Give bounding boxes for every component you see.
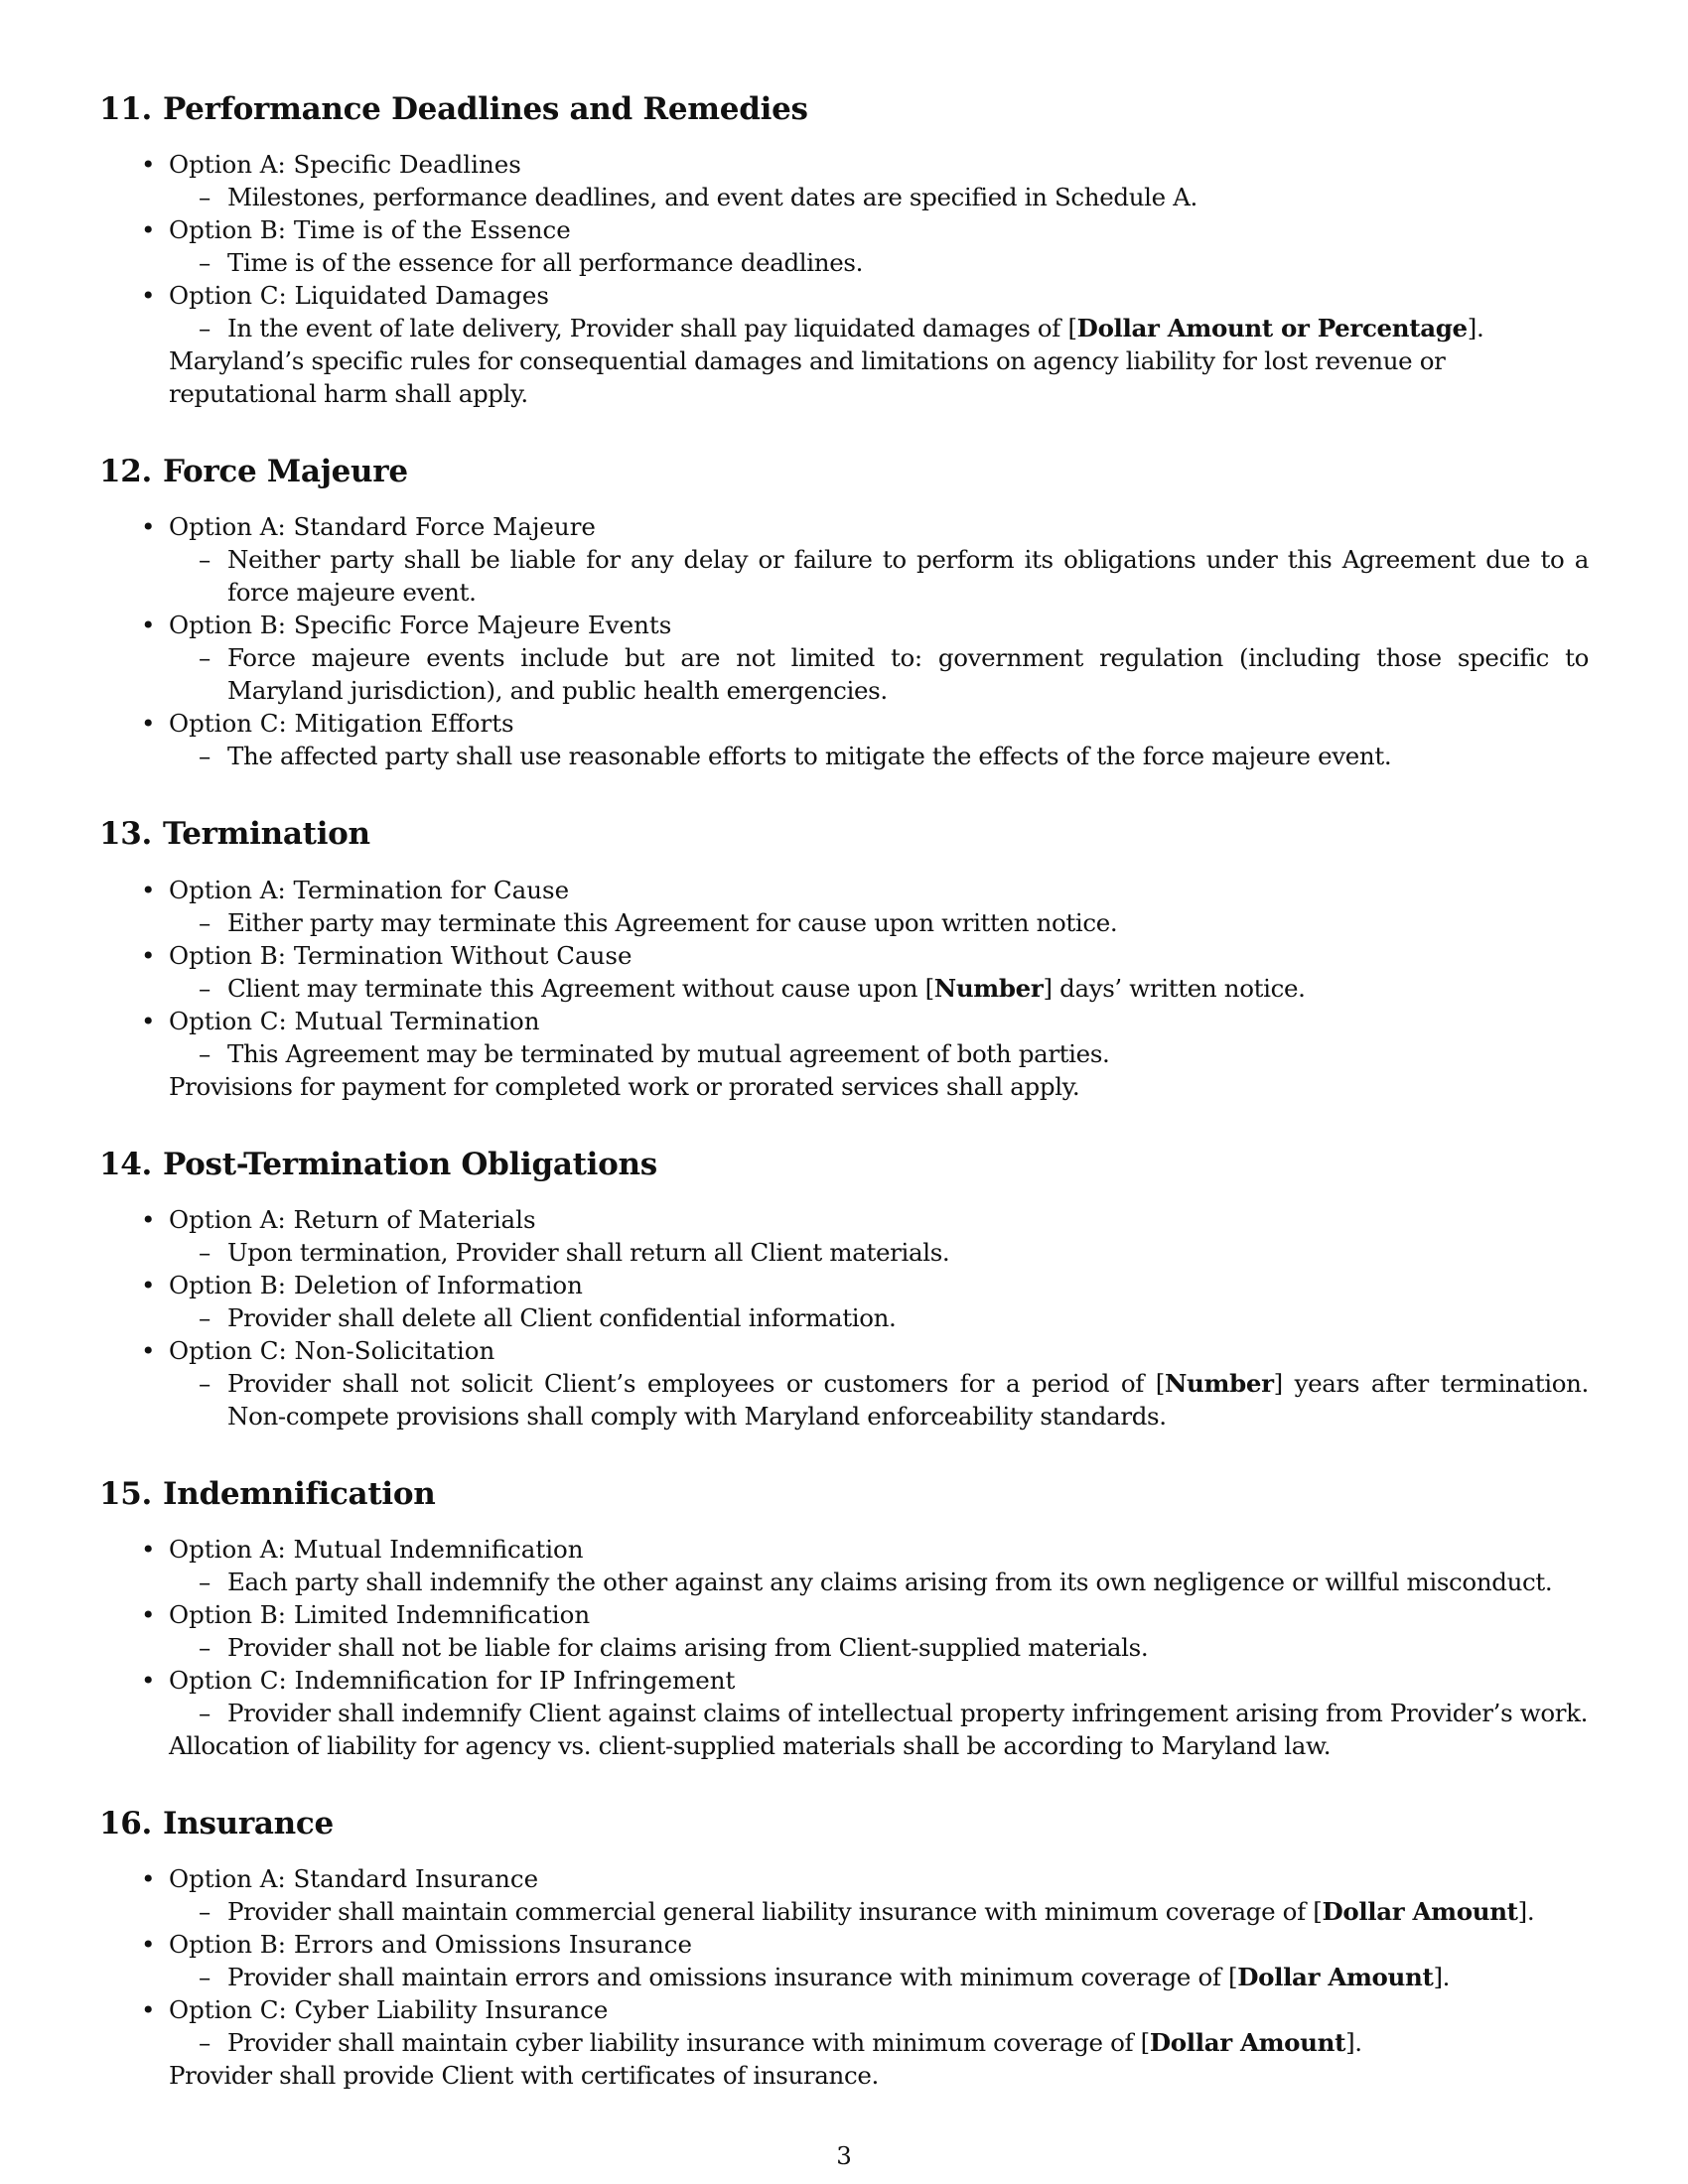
bullet-icon: • <box>141 1534 156 1564</box>
section-title: Termination <box>163 816 370 853</box>
option-text: – In the event of late delivery, Provider shall pay liquidated damages of [Dollar Amount or Percentage]. <box>199 314 1484 343</box>
option-text: – Milestones, performance deadlines, and event dates are specified in Schedule A. <box>199 183 1197 212</box>
option-label: Option A: Specific Deadlines <box>169 150 521 180</box>
option-text: – Time is of the essence for all performance deadlines. <box>199 248 864 278</box>
dash-icon: – <box>199 907 211 937</box>
dash-icon: – <box>199 1237 211 1267</box>
option-item <box>99 1005 1589 1037</box>
bullet-icon: • <box>141 1204 156 1234</box>
bullet-icon: • <box>141 940 156 970</box>
option-text: – Provider shall indemnify Client against claims of intellectual property infringement arising from Provider’s work. <box>199 1698 1589 1727</box>
bullet-icon: • <box>141 1995 156 2025</box>
option-item <box>99 874 1589 906</box>
section-heading <box>99 816 1589 853</box>
section-number: 11. <box>99 91 153 127</box>
bullet-icon: • <box>141 215 156 245</box>
option-item <box>99 1533 1589 1566</box>
options-list <box>99 148 1589 344</box>
section-note: Maryland’s specific rules for consequential damages and limitations on agency liability for lost revenue or reputational harm shall apply. <box>169 346 1446 409</box>
option-item <box>99 1269 1589 1301</box>
section-heading <box>99 454 1589 490</box>
option-label: Option A: Standard Insurance <box>169 1864 539 1894</box>
section-number: 13. <box>99 816 153 853</box>
options-list <box>99 874 1589 1070</box>
section-heading <box>99 1147 1589 1183</box>
dash-icon: – <box>199 1632 211 1662</box>
section-number: 14. <box>99 1146 153 1182</box>
bullet-icon: • <box>141 1599 156 1629</box>
page-number: 3 <box>836 2141 852 2170</box>
option-label: Option C: Indemnification for IP Infringement <box>169 1665 736 1695</box>
bullet-icon: • <box>141 1665 156 1695</box>
dash-icon: – <box>199 314 211 343</box>
option-item <box>99 1862 1589 1895</box>
option-item <box>99 609 1589 641</box>
section-15 <box>99 1476 1589 1762</box>
option-text: – Provider shall not solicit Client’s employees or customers for a period of [Number] years after termination. Non-compete provisions shall comply with Maryland enforceability standards. <box>199 1368 1589 1431</box>
bullet-icon: • <box>141 1270 156 1299</box>
section-number: 16. <box>99 1805 153 1842</box>
option-text: – Upon termination, Provider shall return all Client materials. <box>199 1237 950 1267</box>
section-heading <box>99 1806 1589 1843</box>
option-text: – The affected party shall use reasonable efforts to mitigate the effects of the force majeure event. <box>199 742 1392 771</box>
option-label: Option C: Mitigation Efforts <box>169 709 514 739</box>
option-text: – Provider shall maintain commercial general liability insurance with minimum coverage of [Dollar Amount]. <box>199 1897 1535 1927</box>
section-16 <box>99 1806 1589 2092</box>
option-label: Option B: Time is of the Essence <box>169 215 571 245</box>
section-heading <box>99 1476 1589 1513</box>
dash-icon: – <box>199 1368 211 1398</box>
dash-icon: – <box>199 1038 211 1068</box>
option-item <box>99 1928 1589 1961</box>
dash-icon: – <box>199 1963 211 1992</box>
section-note: Provider shall provide Client with certificates of insurance. <box>169 2061 879 2091</box>
option-text: – Each party shall indemnify the other against any claims arising from its own negligence or willful misconduct. <box>199 1567 1553 1596</box>
section-number: 12. <box>99 454 153 490</box>
option-label: Option C: Liquidated Damages <box>169 281 549 311</box>
dash-icon: – <box>199 973 211 1003</box>
dash-icon: – <box>199 643 211 673</box>
option-item <box>99 1993 1589 2026</box>
dash-icon: – <box>199 2028 211 2058</box>
option-item <box>99 1334 1589 1367</box>
option-text: – Neither party shall be liable for any delay or failure to perform its obligations under this Agreement due to a force majeure event. <box>199 545 1589 608</box>
option-label: Option A: Return of Materials <box>169 1204 536 1234</box>
dash-icon: – <box>199 545 211 575</box>
bullet-icon: • <box>141 1930 156 1960</box>
options-list <box>99 1533 1589 1729</box>
option-label: Option B: Limited Indemnification <box>169 1599 591 1629</box>
dash-icon: – <box>199 1897 211 1927</box>
bullet-icon: • <box>141 875 156 904</box>
placeholder-field: Dollar Amount <box>1149 2028 1346 2058</box>
section-14 <box>99 1147 1589 1433</box>
document-page <box>99 91 1589 2135</box>
option-item <box>99 213 1589 246</box>
placeholder-field: Dollar Amount <box>1322 1897 1518 1927</box>
bullet-icon: • <box>141 1864 156 1894</box>
section-12 <box>99 454 1589 772</box>
placeholder-field: Number <box>933 973 1044 1003</box>
option-label: Option A: Termination for Cause <box>169 875 570 904</box>
option-text: – Client may terminate this Agreement without cause upon [Number] days’ written notice. <box>199 973 1306 1003</box>
section-title: Insurance <box>163 1805 334 1842</box>
section-note: Allocation of liability for agency vs. client-supplied materials shall be according to Maryland law. <box>169 1730 1332 1760</box>
bullet-icon: • <box>141 1335 156 1365</box>
option-label: Option B: Deletion of Information <box>169 1270 583 1299</box>
option-label: Option A: Standard Force Majeure <box>169 512 596 542</box>
option-text: – Provider shall maintain errors and omissions insurance with minimum coverage of [Dollar Amount]. <box>199 1963 1451 1992</box>
option-text: – Either party may terminate this Agreement for cause upon written notice. <box>199 907 1118 937</box>
section-13 <box>99 816 1589 1102</box>
section-note: Provisions for payment for completed work or prorated services shall apply. <box>169 1071 1080 1101</box>
option-text: – Force majeure events include but are not limited to: government regulation (including those specific to Maryland jurisdiction), and public health emergencies. <box>199 643 1589 706</box>
dash-icon: – <box>199 1302 211 1332</box>
placeholder-field: Number <box>1165 1368 1274 1398</box>
section-title: Force Majeure <box>163 454 408 490</box>
placeholder-field: Dollar Amount or Percentage <box>1076 314 1468 343</box>
option-item <box>99 939 1589 972</box>
option-text: – Provider shall maintain cyber liability insurance with minimum coverage of [Dollar Amount]. <box>199 2028 1362 2058</box>
bullet-icon: • <box>141 1006 156 1035</box>
option-label: Option B: Errors and Omissions Insurance <box>169 1930 692 1960</box>
option-item <box>99 1598 1589 1631</box>
option-item <box>99 510 1589 543</box>
option-text: – Provider shall not be liable for claims arising from Client-supplied materials. <box>199 1632 1149 1662</box>
option-label: Option C: Non-Solicitation <box>169 1335 495 1365</box>
option-item <box>99 1203 1589 1236</box>
placeholder-field: Dollar Amount <box>1237 1963 1434 1992</box>
option-item <box>99 279 1589 312</box>
option-text: – This Agreement may be terminated by mutual agreement of both parties. <box>199 1038 1110 1068</box>
option-item <box>99 1664 1589 1697</box>
section-number: 15. <box>99 1475 153 1512</box>
option-text: – Provider shall delete all Client confidential information. <box>199 1302 897 1332</box>
dash-icon: – <box>199 248 211 278</box>
bullet-icon: • <box>141 512 156 542</box>
section-title: Performance Deadlines and Remedies <box>163 91 808 127</box>
dash-icon: – <box>199 1698 211 1727</box>
option-item <box>99 707 1589 740</box>
bullet-icon: • <box>141 709 156 739</box>
dash-icon: – <box>199 742 211 771</box>
option-label: Option B: Specific Force Majeure Events <box>169 611 672 640</box>
option-label: Option A: Mutual Indemnification <box>169 1534 584 1564</box>
bullet-icon: • <box>141 611 156 640</box>
section-11 <box>99 91 1589 410</box>
bullet-icon: • <box>141 281 156 311</box>
options-list <box>99 1203 1589 1433</box>
option-label: Option C: Mutual Termination <box>169 1006 540 1035</box>
options-list <box>99 1862 1589 2059</box>
dash-icon: – <box>199 183 211 212</box>
options-list <box>99 510 1589 772</box>
bullet-icon: • <box>141 150 156 180</box>
section-heading <box>99 91 1589 128</box>
option-item <box>99 148 1589 181</box>
dash-icon: – <box>199 1567 211 1596</box>
option-label: Option B: Termination Without Cause <box>169 940 633 970</box>
option-label: Option C: Cyber Liability Insurance <box>169 1995 609 2025</box>
section-title: Post-Termination Obligations <box>163 1146 657 1182</box>
section-title: Indemnification <box>163 1475 436 1512</box>
